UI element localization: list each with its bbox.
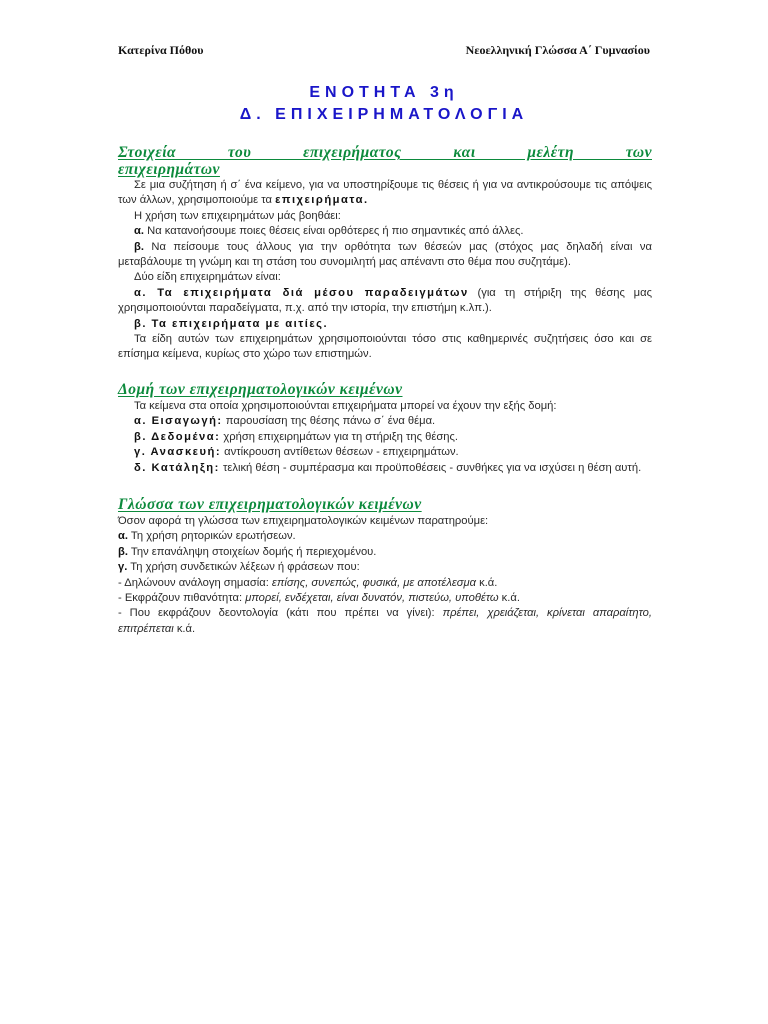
lang-c-text: Τη χρήση συνδετικών λέξεων ή φράσεων που:	[127, 561, 360, 574]
use-line: Η χρήση των επιχειρημάτων μάς βοηθάει:	[134, 209, 341, 222]
help-b	[118, 240, 652, 271]
structure-text: αντίκρουση αντίθετων θέσεων - επιχειρημάτων.	[221, 446, 459, 459]
lang-b	[118, 545, 652, 560]
types-line: Δύο είδη επιχειρημάτων είναι:	[134, 271, 281, 284]
connector-examples: μπορεί, ενδέχεται, είναι δυνατόν, πιστεύω, υποθέτω	[245, 591, 499, 604]
lang-b-text: Την επανάληψη στοιχείων δομής ή περιεχομένου.	[127, 545, 377, 558]
structure-label: α. Εισαγωγή:	[134, 415, 223, 428]
help-b-text: Να πείσουμε τους άλλους για την ορθότητα των θέσεών μας (στόχος μας δηλαδή είναι να μεταβάλουμε τη γνώμη και τη στάση του συνομιλητή μας απέναντι στο θέμα που συζητάμε).	[118, 240, 652, 269]
section2-heading: Δομή των επιχειρηματολογικών κειμένων	[118, 380, 403, 398]
lang-a	[118, 529, 652, 544]
connector-end: κ.ά.	[498, 591, 520, 604]
connector-examples: πρέπει, χρειάζεται, κρίνεται απαραίτητο, επιτρέπεται	[118, 607, 652, 635]
type-a-text: (για τη στήριξη της θέσης μας χρησιμοποιούνται παραδείγματα, π.χ. από την ιστορία, την επιστήμη κ.λπ.).	[118, 286, 652, 315]
help-b-label: β.	[134, 240, 144, 253]
structure-item	[118, 461, 652, 476]
usage-line: Τα είδη αυτών των επιχειρημάτων χρησιμοποιούνται τόσο στις καθημερινές συζητήσεις όσο και σε επίσημα κείμενα, κυρίως στο χώρο των επιστημών.	[118, 333, 652, 361]
lang-c	[118, 560, 652, 575]
connector-line-3	[118, 606, 652, 637]
course-name: Νεοελληνική Γλώσσα Α΄ Γυμνασίου	[465, 43, 650, 57]
help-a	[118, 224, 652, 239]
help-a-label: α.	[134, 225, 144, 238]
type-b-bold: β. Τα επιχειρήματα με αιτίες.	[134, 317, 329, 330]
section1-intro	[118, 178, 652, 209]
structure-item	[118, 445, 652, 460]
author-name: Κατερίνα Πόθου	[118, 43, 204, 57]
connector-end: κ.ά.	[173, 622, 196, 635]
connector-line-1	[118, 576, 652, 591]
structure-label: β. Δεδομένα:	[134, 430, 221, 443]
section3-heading: Γλώσσα των επιχειρηματολογικών κειμένων	[118, 495, 422, 513]
help-a-text: Να κατανοήσουμε ποιες θέσεις είναι ορθότερες ή πιο σημαντικές από άλλες.	[144, 225, 524, 238]
section1-heading-line2: επιχειρημάτων	[118, 161, 220, 178]
lang-b-label: β.	[118, 545, 128, 558]
lang-c-label: γ.	[118, 561, 128, 574]
structure-text: τελική θέση - συμπέρασμα και προϋποθέσεις - συνθήκες για να ισχύσει η θέση αυτή.	[219, 461, 642, 474]
intro-bold: επιχειρήματα.	[275, 194, 369, 207]
lang-a-text: Τη χρήση ρητορικών ερωτήσεων.	[128, 530, 296, 543]
intro-text: Σε μια συζήτηση ή σ΄ ένα κείμενο, για να υποστηρίξουμε τις θέσεις ή για να αντικρούσουμε τις απόψεις των άλλων, χρησιμοποιούμε τα	[118, 179, 652, 207]
document-body	[118, 144, 652, 637]
connector-text: - Δηλώνουν ανάλογη σημασία:	[118, 576, 272, 589]
section1-heading-line1: Στοιχεία του επιχειρήματος και μελέτη των	[118, 144, 652, 161]
section2-intro: Τα κείμενα στα οποία χρησιμοποιούνται επιχειρήματα μπορεί να έχουν την εξής δομή:	[134, 399, 557, 412]
connector-line-2	[118, 591, 652, 606]
structure-label: γ. Ανασκευή:	[134, 446, 222, 459]
lang-a-label: α.	[118, 530, 128, 543]
type-a	[118, 286, 652, 317]
title-block	[0, 82, 768, 126]
structure-item	[118, 430, 652, 445]
connector-examples: επίσης, συνεπώς, φυσικά, με αποτέλεσμα	[271, 576, 476, 589]
connector-text: - Που εκφράζουν δεοντολογία (κάτι που πρέπει να γίνει):	[118, 607, 443, 620]
section3-intro: Όσον αφορά τη γλώσσα των επιχειρηματολογικών κειμένων παρατηρούμε:	[118, 514, 489, 527]
structure-text: χρήση επιχειρημάτων για τη στήριξη της θέσης.	[220, 430, 458, 443]
structure-text: παρουσίαση της θέσης πάνω σ΄ ένα θέμα.	[222, 415, 436, 428]
structure-item	[118, 414, 652, 429]
connector-text: - Εκφράζουν πιθανότητα:	[118, 591, 246, 604]
connector-end: κ.ά.	[476, 576, 498, 589]
unit-title: ΕΝΟΤΗΤΑ 3η	[309, 84, 459, 101]
type-a-bold: α. Τα επιχειρήματα διά μέσου παραδειγμάτων	[134, 286, 469, 299]
structure-label: δ. Κατάληξη:	[134, 461, 220, 474]
topic-title: Δ. ΕΠΙΧΕΙΡΗΜΑΤΟΛΟΓΙΑ	[239, 106, 529, 123]
type-b	[118, 317, 652, 332]
